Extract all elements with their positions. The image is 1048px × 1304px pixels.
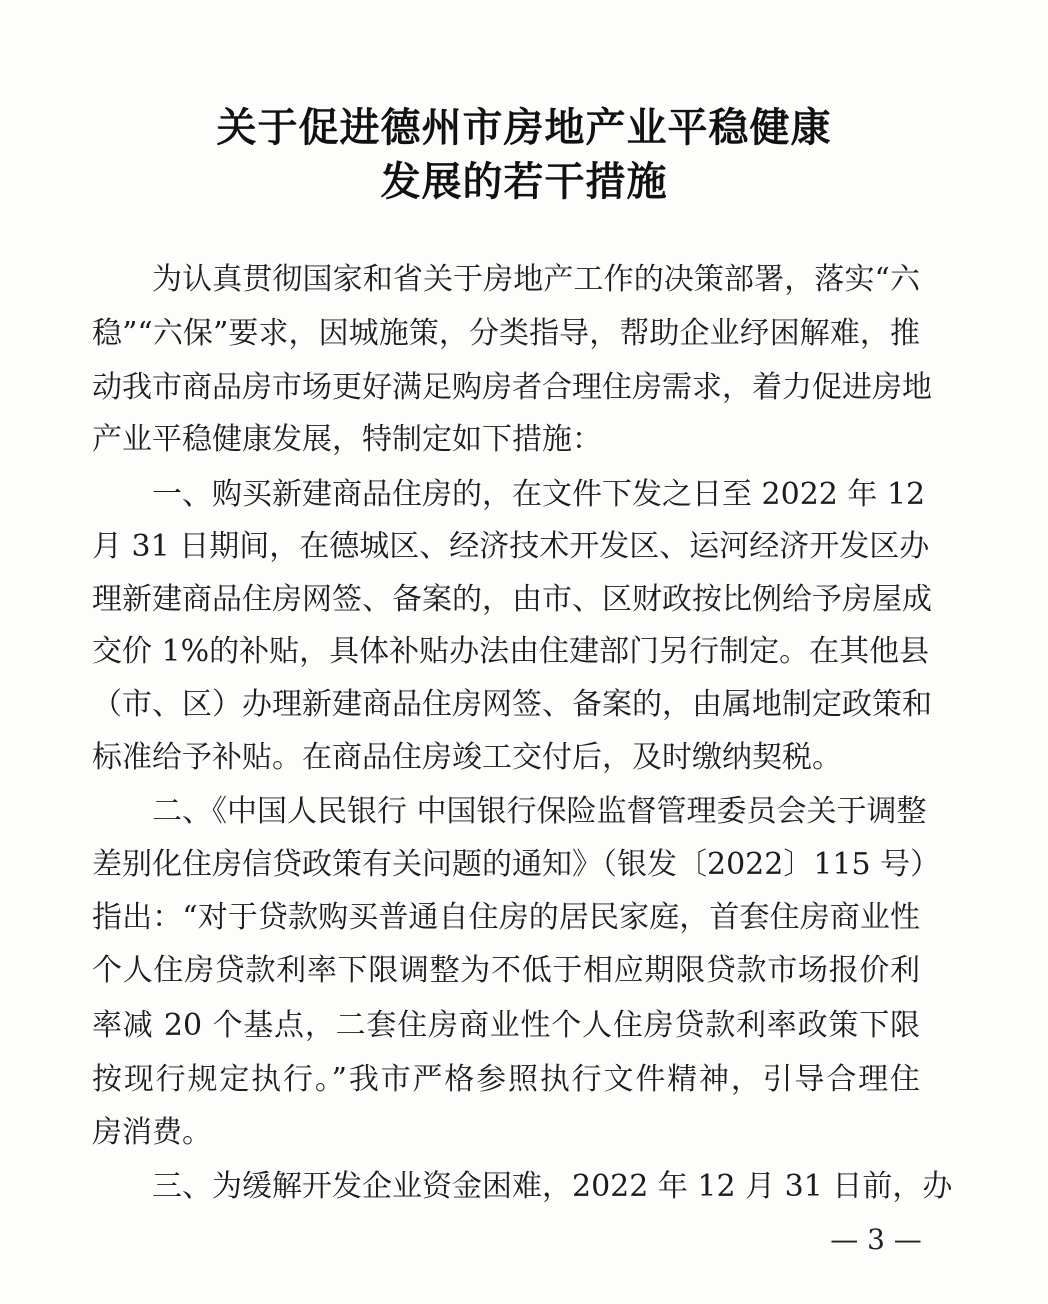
body-line: 个人住房贷款利率下限调整为不低于相应期限贷款市场报价利	[92, 953, 920, 988]
body-line: 月 31 日期间，在德城区、经济技术开发区、运河经济开发区办	[92, 529, 930, 564]
body-line: 率减 20 个基点，二套住房商业性个人住房贷款利率政策下限	[92, 1008, 920, 1043]
body-line: 理新建商品住房网签、备案的，由市、区财政按比例给予房屋成	[92, 582, 932, 617]
body-line: 稳”“六保”要求，因城施策，分类指导，帮助企业纾困解难，推	[92, 316, 920, 351]
body-line: 产业平稳健康发展，特制定如下措施：	[92, 422, 602, 457]
body-line: 一、购买新建商品住房的，在文件下发之日至 2022 年 12	[152, 477, 926, 512]
body-line: （市、区）办理新建商品住房网签、备案的，由属地制定政策和	[92, 687, 932, 722]
document-title-line-1: 关于促进德州市房地产业平稳健康	[216, 105, 832, 151]
body-line: 为认真贯彻国家和省关于房地产工作的决策部署，落实“六	[152, 262, 920, 297]
page-number: — 3 —	[830, 1223, 922, 1256]
body-line: 三、为缓解开发企业资金困难，2022 年 12 月 31 日前，办	[152, 1169, 953, 1204]
body-line: 按现行规定执行。”我市严格参照执行文件精神，引导合理住	[92, 1062, 920, 1097]
body-line: 二、《中国人民银行 中国银行保险监督管理委员会关于调整	[152, 794, 927, 829]
body-line: 房消费。	[92, 1115, 212, 1150]
body-line: 动我市商品房市场更好满足购房者合理住房需求，着力促进房地	[92, 370, 932, 405]
document-title-line-2: 发展的若干措施	[380, 159, 668, 205]
body-line: 交价 1%的补贴，具体补贴办法由住建部门另行制定。在其他县	[92, 634, 930, 669]
body-line: 差别化住房信贷政策有关问题的通知》（银发〔2022〕115 号）	[92, 847, 941, 882]
body-line: 标准给予补贴。在商品住房竣工交付后，及时缴纳契税。	[92, 740, 842, 775]
body-line: 指出：“对于贷款购买普通自住房的居民家庭，首套住房商业性	[92, 900, 920, 935]
